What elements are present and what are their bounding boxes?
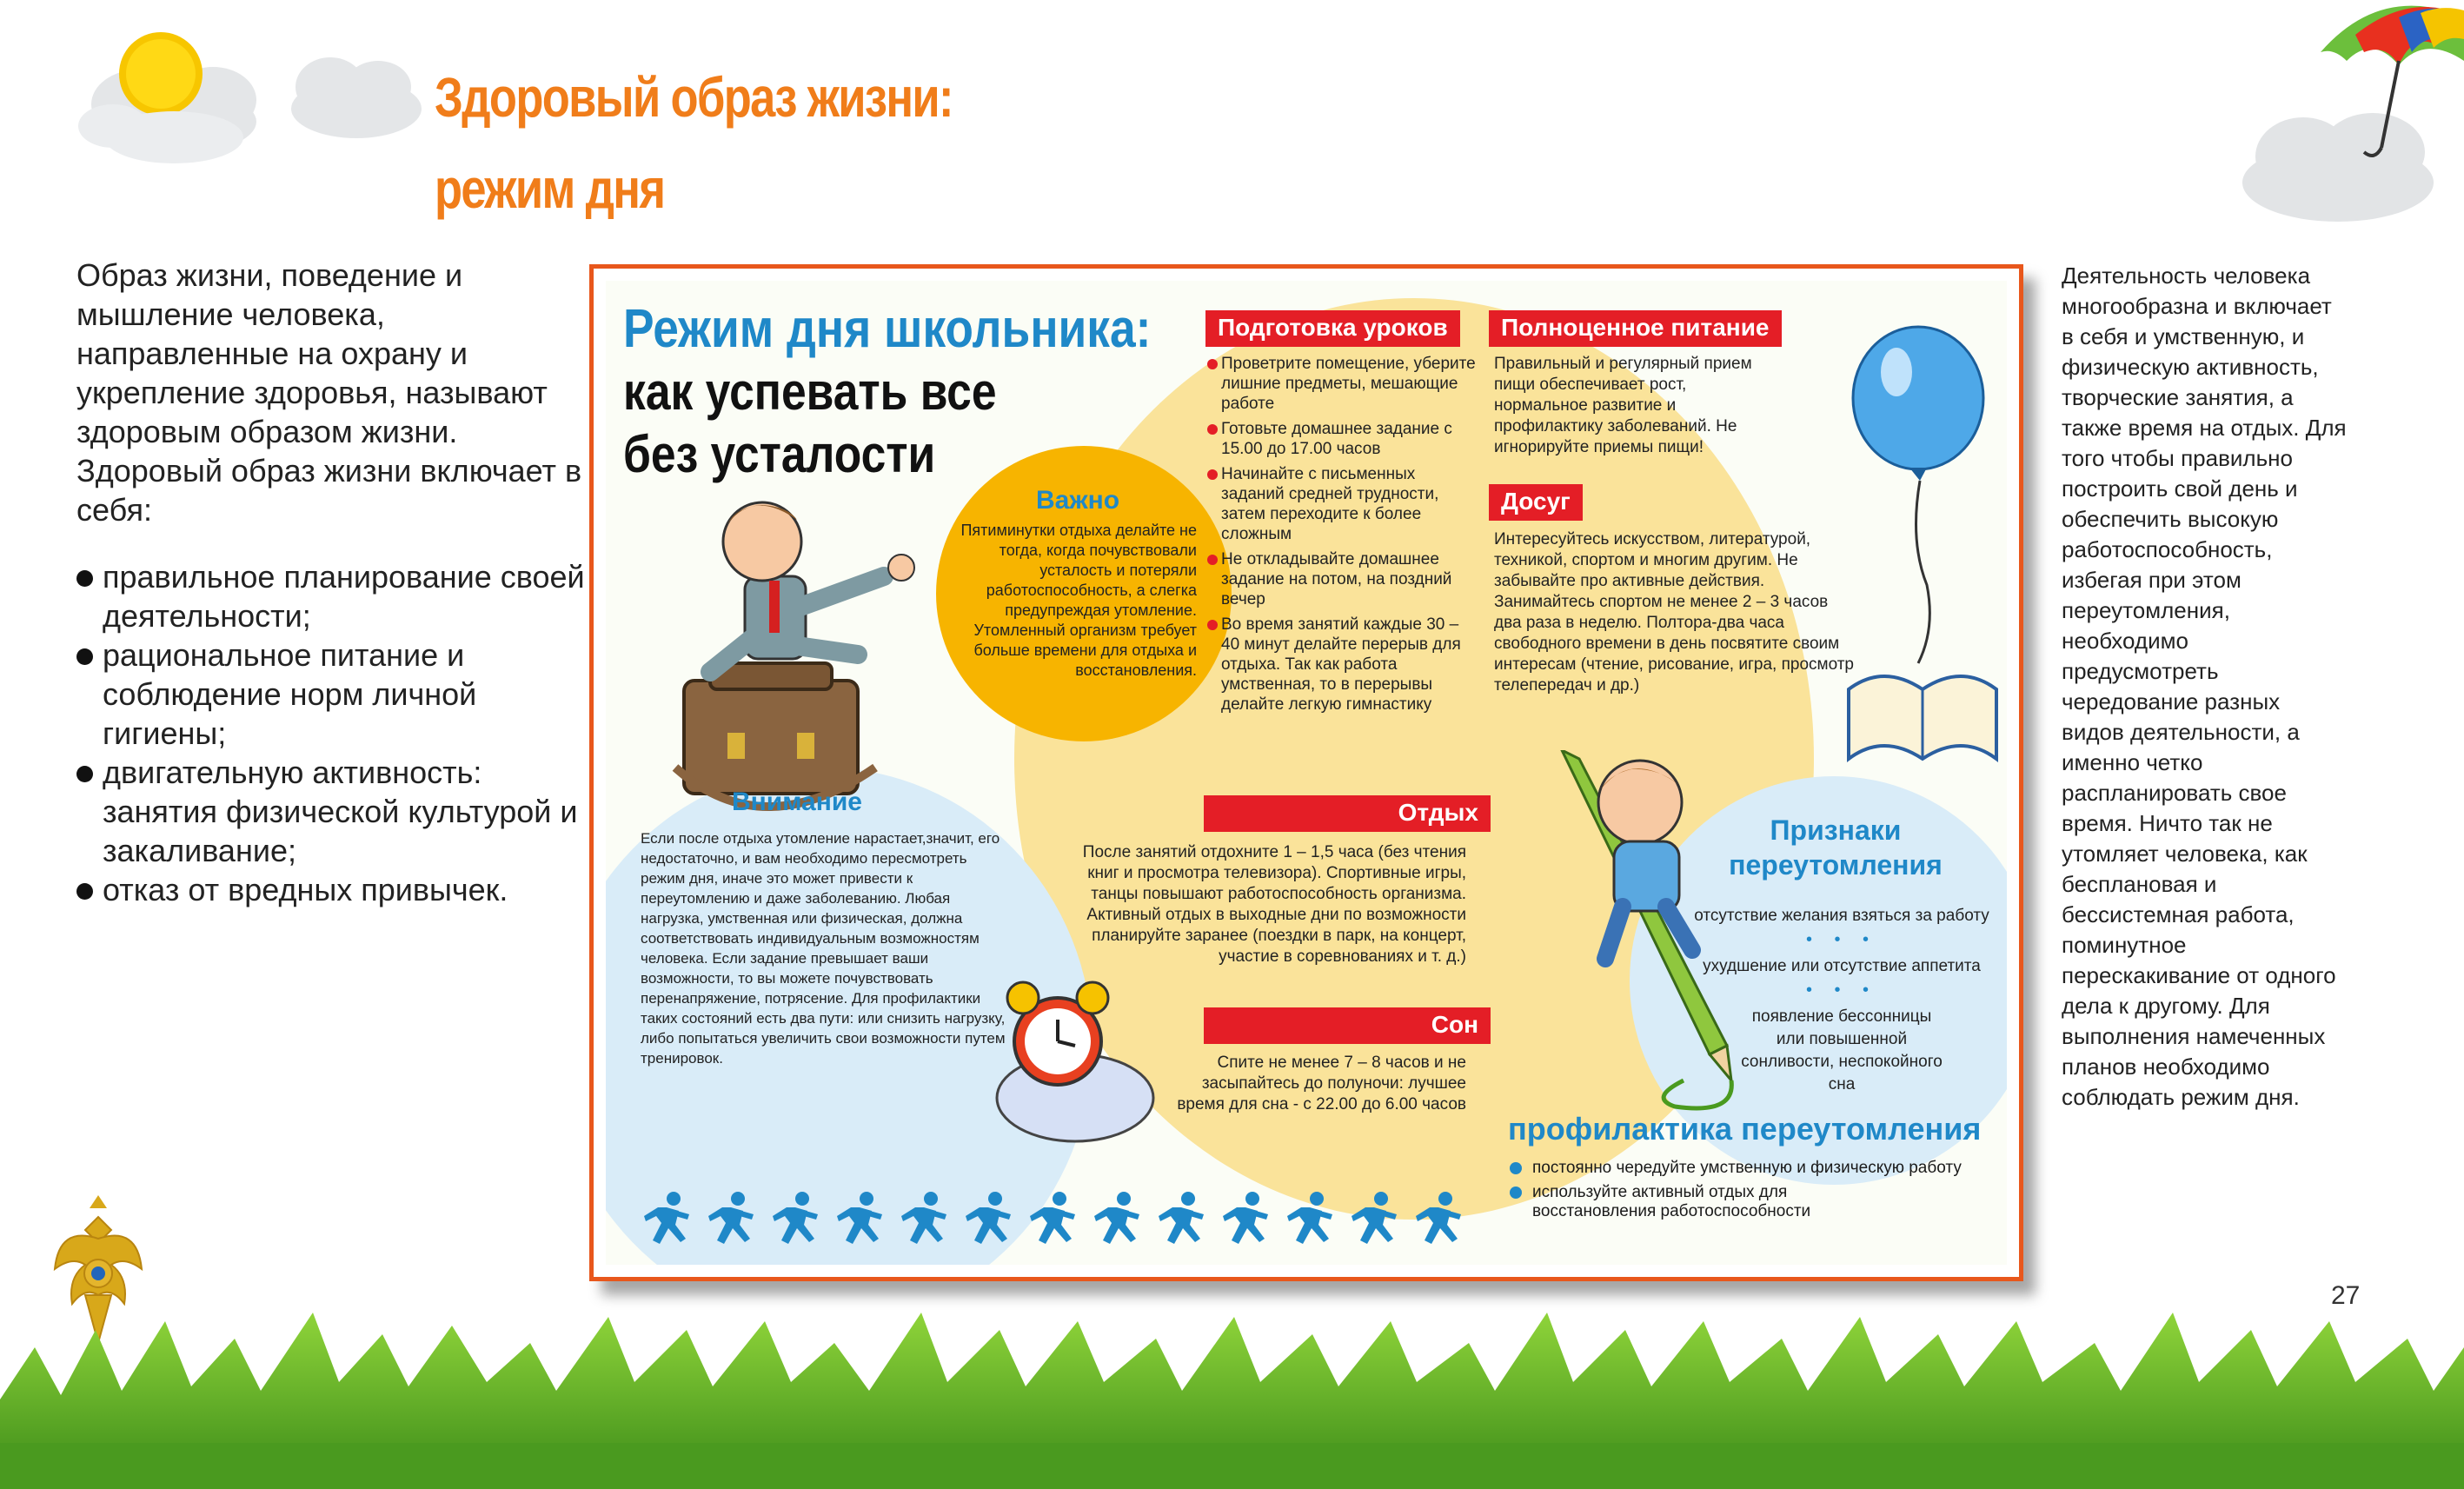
rest-header: Отдых <box>1204 795 1491 832</box>
grass-icon <box>0 1295 2464 1489</box>
page-title-line1: Здоровый образ жизни: <box>435 66 953 129</box>
poster <box>589 264 2023 1281</box>
symptoms-header: Признаки переутомления <box>1729 814 1943 881</box>
list-item: Во время занятий каждые 30 – 40 минут делайте перерыв для отдыха. Так как работа умственная, то в перерывы делайте легкую гимнастику <box>1207 615 1477 715</box>
runner-icon <box>1219 1190 1272 1251</box>
poster-title-line1: Режим дня школьника: <box>623 299 1152 359</box>
sleep-text: Спите не менее 7 – 8 часов и не засыпайтесь до полуночи: лучшее время для сна - с 22.00 до 6.00 часов <box>1177 1054 1466 1113</box>
alarm-clock-illustration <box>988 976 1162 1150</box>
nutrition-text: Правильный и регулярный прием пищи обеспечивает рост, нормальное развитие и профилактику заболеваний. Не игнорируйте приемы пищи! <box>1494 355 1752 456</box>
list-item: рациональное питание и соблюдение норм личной гигиены; <box>76 635 598 753</box>
separator-dots: • • • <box>1805 980 1878 1000</box>
runner-icon <box>641 1190 693 1251</box>
list-item: отсутствие желания взяться за работу <box>1694 907 1989 925</box>
poster-inner <box>606 281 2007 1265</box>
alarm-clock-icon <box>997 982 1153 1141</box>
lessons-header: Подготовка уроков <box>1205 310 1460 347</box>
left-column <box>76 256 598 909</box>
left-list <box>76 557 598 909</box>
leisure-header: Досуг <box>1489 484 1583 521</box>
poster-title <box>623 298 1237 486</box>
page-title <box>435 52 953 235</box>
prevention-header: профилактика переутомления <box>1508 1111 1982 1147</box>
list-item: Проветрите помещение, уберите лишние предметы, мешающие работе <box>1207 354 1477 414</box>
left-intro: Образ жизни, поведение и мышление человека, направленные на охрану и укрепление здоровья, называют здоровым образом жизни. Здоровый образ жизни включает в себя: <box>76 257 582 528</box>
list-item: Начинайте с письменных заданий средней трудности, затем переходите к более сложным <box>1207 464 1477 544</box>
sleep-header: Сон <box>1204 1007 1491 1044</box>
symptoms-list <box>1677 905 2007 1096</box>
important-header: Важно <box>1036 486 1120 515</box>
prevention-list <box>1510 1159 1996 1226</box>
rest-text: После занятий отдохните 1 – 1,5 часа (без чтения книг и просмотра телевизора). Спортивные игры, танцы повышают работоспособность организма. Активный отдых в выходные дни по возможности планируйте заранее (поездки в парк, на концерт, участие в соревнованиях и т. д.) <box>1082 843 1466 966</box>
page-title-line2: режим дня <box>435 157 665 220</box>
runner-icon <box>705 1190 757 1251</box>
sun-clouds-illustration <box>61 26 426 174</box>
book-icon <box>1849 676 1996 759</box>
poster-title-line2: как успевать все <box>623 362 997 421</box>
important-text: Пятиминутки отдыха делайте не тогда, когда почувствовали усталость и потеряли работоспособность, а слегка предупреждая утомление. Утомленный организм требует больше времени для отдыха и восстановления. <box>960 522 1197 679</box>
cloud-icon <box>2242 113 2434 222</box>
runner-icon <box>1348 1190 1400 1251</box>
list-item: Не откладывайте домашнее задание на потом, на поздний вечер <box>1207 549 1477 609</box>
attention-text: Если после отдыха утомление нарастает,значит, его недостаточно, и вам необходимо пересмотреть режим дня, иначе это может привести к переутомлению и даже заболеванию. Любая нагрузка, умственная или физическая, должна соответствовать индивидуальным возможностям человека. Если задание превышает ваши возможности, то вы можете почувствовать перенапряжение, потрясение. Для профилактики таких состояний есть два пути: или снизить нагрузку, либо попытаться увеличить свои возможности путем тренировок. <box>641 830 1006 1067</box>
sun-icon <box>119 32 203 116</box>
runner-icon <box>1284 1190 1336 1251</box>
nutrition-header: Полноценное питание <box>1489 310 1782 347</box>
list-item: правильное планирование своей деятельности; <box>76 557 598 635</box>
runner-icon <box>834 1190 886 1251</box>
lessons-list <box>1207 354 1477 720</box>
separator-dots: • • • <box>1805 930 1878 949</box>
right-column-text: Деятельность человека многообразна и включает в себя и умственную, и физическую активность, творческие занятия, а также время на отдых. Для того чтобы правильно построить свой день и обеспечить высокую работоспособность, избегая при этом переутомления, необходимо предусмотреть чередование разных видов деятельности, а именно четко распланировать свое время. Ничто так не утомляет человека, как бесплановая и бессистемная работа, поминутное перескакивание от одного дела к другому. Для выполнения намеченных планов необходимо соблюдать режим дня. <box>2062 263 2347 1110</box>
list-item: используйте активный отдых для восстановления работоспособности <box>1510 1183 1880 1221</box>
runner-icon <box>1091 1190 1143 1251</box>
attention-header: Внимание <box>732 788 862 816</box>
runner-icon <box>769 1190 821 1251</box>
list-item: отказ от вредных привычек. <box>76 870 598 909</box>
runner-icon <box>898 1190 950 1251</box>
runner-icon <box>962 1190 1014 1251</box>
leisure-text: Интересуйтесь искусством, литературой, техникой, спортом и многим другим. Не забывайте про активные действия. Занимайтесь спортом не менее 2 – 3 часов два раза в неделю. Полтора-два часа свободного времени в день посвятите своим интересам (чтение, рисование, игра, просмотр телепередач и др.) <box>1494 530 1854 695</box>
balloon-icon <box>1853 327 1983 663</box>
list-item: двигательную активность: занятия физической культурой и закаливание; <box>76 753 598 870</box>
list-item: постоянно чередуйте умственную и физическую работу <box>1510 1159 1996 1178</box>
page-number: 27 <box>2331 1281 2361 1310</box>
list-item: ухудшение или отсутствие аппетита <box>1703 957 1981 975</box>
runner-icon <box>1026 1190 1079 1251</box>
runner-icon <box>1412 1190 1464 1251</box>
umbrella-cloud-illustration <box>2225 0 2464 252</box>
list-item: Готовьте домашнее задание с 15.00 до 17.00 часов <box>1207 419 1477 459</box>
list-item: появление бессонницы или повышенной сонливости, неспокойного сна <box>1741 1007 1943 1093</box>
poster-title-line3: без усталости <box>623 425 936 483</box>
balloon-book-illustration <box>1840 324 2005 776</box>
cloud-icon <box>291 57 422 138</box>
runner-icon <box>1155 1190 1207 1251</box>
